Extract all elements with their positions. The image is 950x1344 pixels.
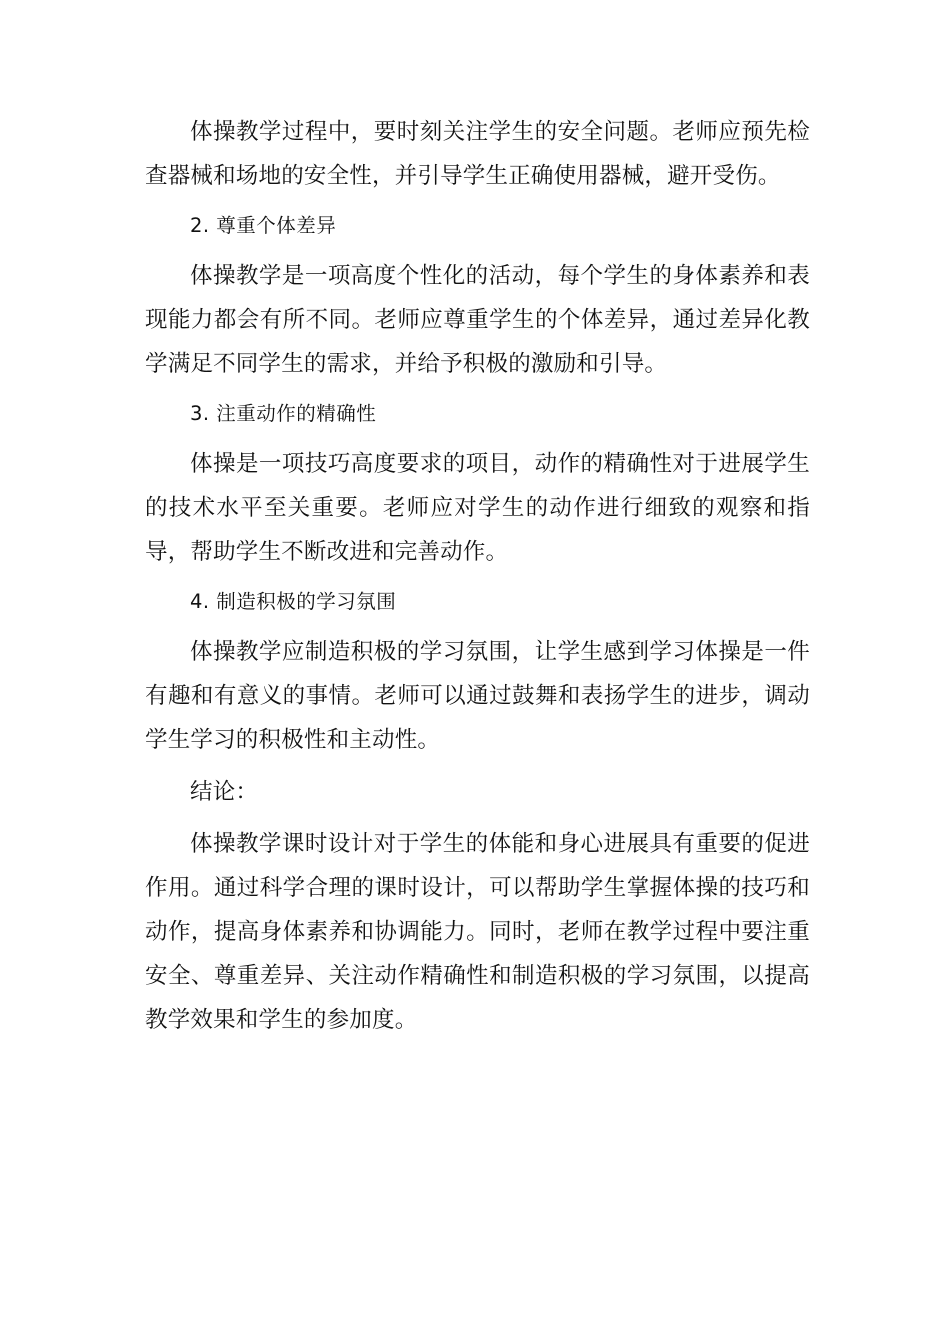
section-heading-respect-differences: 2. 尊重个体差异 xyxy=(190,214,337,237)
paragraph-conclusion: 体操教学课时设计对于学生的体能和身心进展具有重要的促进作用。通过科学合理的课时设计，可以帮助学生掌握体操的技巧和动作，提高身体素养和协调能力。同时，老师在教学过程中要注重安全、尊重差异、关注动作精确性和制造积极的学习氛围，以提高教学效果和学生的参加度。 xyxy=(145,831,810,1033)
section-heading-atmosphere: 4. 制造积极的学习氛围 xyxy=(190,590,397,613)
paragraph-safety: 体操教学过程中，要时刻关注学生的安全问题。老师应预先检查器械和场地的安全性，并引导学生正确使用器械，避开受伤。 xyxy=(145,119,810,189)
paragraph-individual-differences: 体操教学是一项高度个性化的活动，每个学生的身体素养和表现能力都会有所不同。老师应尊重学生的个体差异，通过差异化教学满足不同学生的需求，并给予积极的激励和引导。 xyxy=(145,263,810,377)
paragraph-atmosphere: 体操教学应制造积极的学习氛围，让学生感到学习体操是一件有趣和有意义的事情。老师可以通过鼓舞和表扬学生的进步，调动学生学习的积极性和主动性。 xyxy=(145,639,810,753)
conclusion-label: 结论： xyxy=(190,779,259,805)
paragraph-precision: 体操是一项技巧高度要求的项目，动作的精确性对于进展学生的技术水平至关重要。老师应对学生的动作进行细致的观察和指导，帮助学生不断改进和完善动作。 xyxy=(145,451,810,565)
section-heading-precision: 3. 注重动作的精确性 xyxy=(190,402,377,425)
document-body xyxy=(145,110,810,1042)
